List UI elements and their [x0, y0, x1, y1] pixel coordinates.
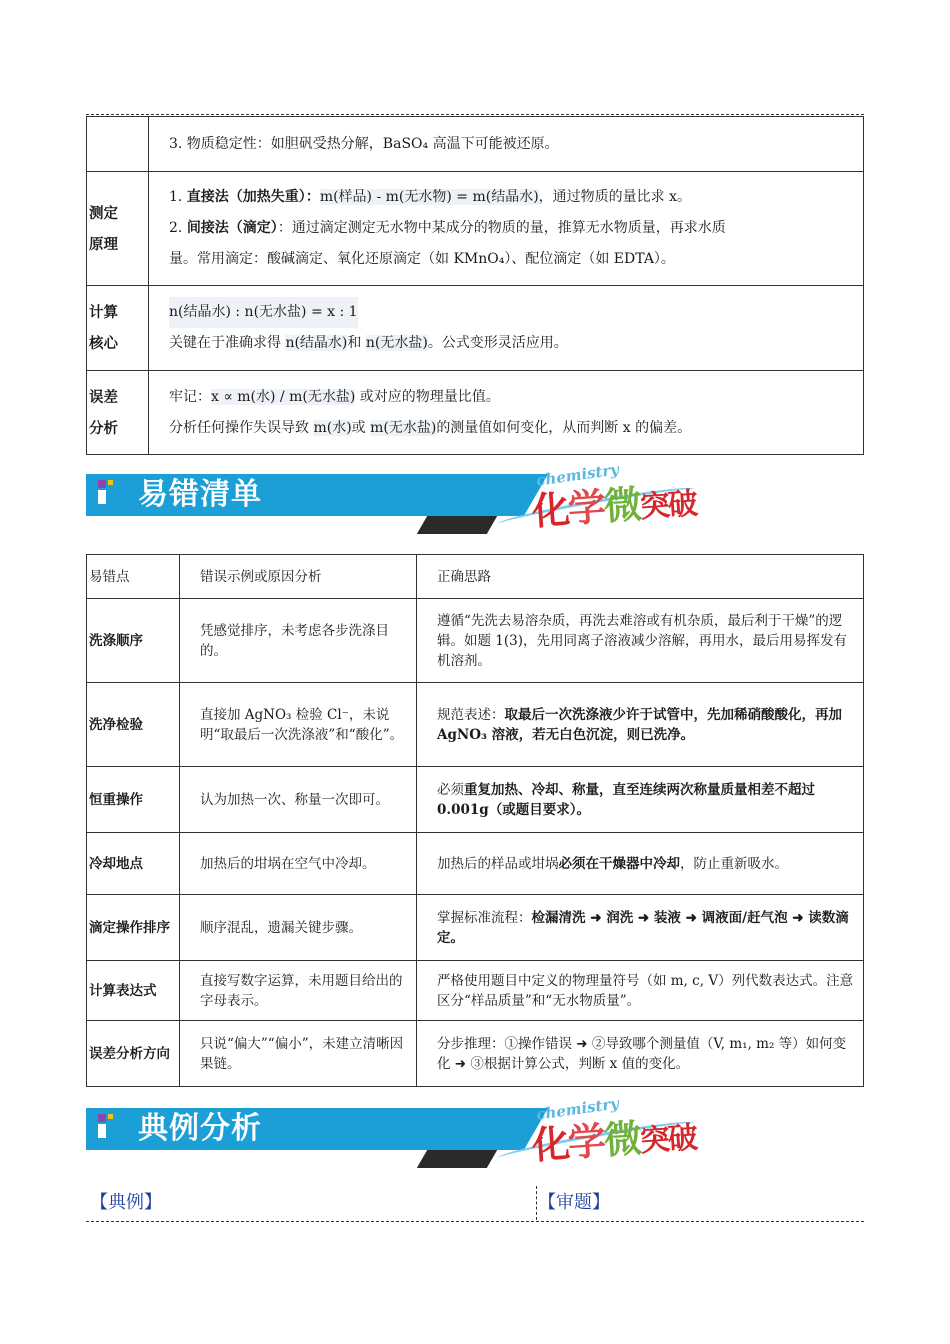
table-row — [87, 371, 864, 455]
row-content — [149, 117, 864, 172]
error-point: 冷却地点 — [87, 833, 180, 895]
row-label — [87, 371, 149, 455]
row-label — [87, 286, 149, 371]
row-content — [149, 371, 864, 455]
text: 和 — [347, 335, 366, 351]
bold-term: 间接法（滴定） — [186, 220, 278, 236]
correct-approach — [417, 599, 864, 683]
text-line — [169, 213, 863, 244]
logo-char: 突破 — [638, 1120, 698, 1160]
error-table — [86, 554, 864, 1087]
text-line — [169, 382, 863, 413]
label-line: 计算 — [89, 304, 118, 321]
brand-logo — [531, 1112, 698, 1171]
decor-square-icon — [98, 490, 106, 504]
bold-text: 必须在干燥器中冷却 — [558, 855, 680, 872]
error-point: 计算表达式 — [87, 961, 180, 1021]
item-number: 1. — [169, 189, 187, 205]
section-banner-error-list — [86, 460, 766, 534]
bottom-dashed-rule — [86, 1221, 864, 1222]
row-label — [87, 172, 149, 286]
text-line: 量。常用滴定：酸碱滴定、氧化还原滴定（如 KMnO₄）、配位滴定（如 EDTA）。 — [169, 251, 675, 267]
bold-text: 重复加热、冷却、称量，直至连续两次称量质量相差不超过 0.001g（或题目要求）。 — [437, 781, 815, 818]
formula-highlight: n(无水盐) — [365, 335, 428, 351]
row-content — [149, 172, 864, 286]
row-label-empty — [87, 117, 149, 172]
text: 的测量值如何变化，从而判断 x 的偏差。 — [436, 419, 692, 436]
correct-approach — [417, 961, 864, 1021]
formula-highlight: x ∝ m(水) / m(无水盐) — [211, 388, 356, 405]
table-row — [87, 895, 864, 961]
wrong-example: 凭感觉排序，未考虑各步洗涤目的。 — [180, 599, 417, 683]
table-row — [87, 117, 864, 172]
wrong-example: 只说“偏大”“偏小”，未建立清晰因果链。 — [180, 1021, 417, 1087]
chemistry-logo-text: chemistry — [535, 1094, 621, 1124]
logo-char: 化 — [530, 1121, 570, 1168]
formula-highlight: m(无水盐) — [370, 419, 437, 436]
text: 或 — [351, 419, 371, 436]
formula-highlight: n(结晶水) — [285, 335, 348, 351]
label-line: 核心 — [89, 335, 118, 352]
top-dashed-rule — [86, 114, 864, 115]
formula-highlight: m(水) — [313, 419, 352, 436]
decor-square-icon — [108, 480, 113, 485]
text: 关键在于准确求得 — [169, 335, 286, 351]
text: 分析任何操作失误导致 — [169, 419, 314, 436]
formula-highlight: n(结晶水) : n(无水盐) = x : 1 — [169, 297, 358, 328]
label-line: 原理 — [89, 235, 118, 253]
banner-shadow — [417, 1150, 497, 1168]
stability-text: 3. 物质稳定性：如胆矾受热分解，BaSO₄ 高温下可能被还原。 — [169, 135, 559, 152]
formula-highlight: m(样品) - m(无水物) = m(结晶水) — [319, 189, 539, 205]
wrong-example: 认为加热一次、称量一次即可。 — [180, 767, 417, 833]
table-header-row — [87, 555, 864, 599]
example-label: 【典例】 — [90, 1192, 162, 1213]
section-title: 典例分析 — [138, 1111, 262, 1146]
decor-square-icon — [98, 1114, 106, 1122]
table-row — [87, 833, 864, 895]
table-row — [87, 286, 864, 371]
correct-approach — [417, 1021, 864, 1087]
correct-approach — [417, 683, 864, 767]
logo-char: 微 — [602, 1116, 642, 1163]
column-header: 易错点 — [87, 555, 180, 599]
table-row — [87, 961, 864, 1021]
error-point: 洗净检验 — [87, 683, 180, 767]
correct-approach — [417, 895, 864, 961]
logo-char: 学 — [566, 484, 606, 532]
banner-shadow — [417, 516, 497, 534]
chemistry-logo-text: chemistry — [535, 460, 621, 490]
text: 必须 — [437, 781, 464, 798]
section-title: 易错清单 — [138, 477, 262, 512]
text: 分步推理：①操作错误 ➜ ②导致哪个测量值（V, m₁, m₂ 等）如何变化 ➜ ③根据计算公式，判断 x 值的变化。 — [437, 1035, 847, 1072]
table-row — [87, 599, 864, 683]
text: 掌握标准流程： — [437, 909, 532, 926]
text: 或对应的物理量比值。 — [355, 388, 500, 405]
logo-char: 突破 — [638, 486, 698, 526]
text: 。公式变形灵活应用。 — [427, 335, 568, 351]
label-line: 误差 — [89, 388, 118, 406]
brand-logo — [531, 478, 698, 537]
text-line — [169, 413, 863, 444]
decor-square-icon — [108, 1114, 113, 1119]
error-point: 误差分析方向 — [87, 1021, 180, 1087]
item-number: 2. — [169, 220, 187, 236]
text: 加热后的样品或坩埚 — [437, 855, 559, 872]
colon: ： — [305, 189, 320, 205]
bold-term: 直接法（加热失重） — [186, 189, 306, 205]
column-divider — [536, 1186, 537, 1220]
text: ：通过滴定测定无水物中某成分的物质的量，推算无水物质量，再求水质 — [277, 220, 726, 236]
bold-text: 检漏清洗 ➜ 润洗 ➜ 装液 ➜ 调液面/赶气泡 ➜ 读数滴定。 — [437, 909, 849, 946]
text-line — [169, 182, 863, 213]
section-banner-example-analysis — [86, 1094, 766, 1168]
logo-char: 微 — [602, 482, 642, 529]
text: ，防止重新吸水。 — [680, 855, 788, 872]
table-row — [87, 767, 864, 833]
logo-char: 学 — [566, 1118, 606, 1166]
bold-text: 取最后一次洗涤液少许于试管中，先加稀硝酸酸化，再加 AgNO₃ 溶液，若无白色沉淀，则已洗净。 — [437, 706, 842, 743]
column-header: 错误示例或原因分析 — [180, 555, 417, 599]
row-content — [149, 286, 864, 371]
table-row — [87, 683, 864, 767]
column-header: 正确思路 — [417, 555, 864, 599]
table-row — [87, 1021, 864, 1087]
example-header — [86, 1186, 864, 1222]
text: 规范表述： — [437, 706, 505, 723]
error-point: 滴定操作排序 — [87, 895, 180, 961]
wrong-example: 加热后的坩埚在空气中冷却。 — [180, 833, 417, 895]
error-point: 恒重操作 — [87, 767, 180, 833]
decor-square-icon — [98, 1124, 106, 1138]
correct-approach — [417, 767, 864, 833]
logo-char: 化 — [530, 487, 570, 534]
wrong-example: 直接加 AgNO₃ 检验 Cl⁻，未说明“取最后一次洗涤液”和“酸化”。 — [180, 683, 417, 767]
text: 遵循“先洗去易溶杂质，再洗去难溶或有机杂质，最后利于干燥”的逻辑。如题 1(3)，先用同离子溶液减少溶解，再用水，最后用易挥发有机溶剂。 — [437, 612, 848, 669]
label-line: 分析 — [89, 419, 118, 437]
label-line: 测定 — [89, 204, 118, 222]
summary-table — [86, 116, 864, 455]
text: ，通过物质的量比求 x。 — [538, 189, 692, 205]
error-point: 洗涤顺序 — [87, 599, 180, 683]
decor-square-icon — [98, 480, 106, 488]
correct-approach — [417, 833, 864, 895]
wrong-example: 直接写数字运算，未用题目给出的字母表示。 — [180, 961, 417, 1021]
text: 严格使用题目中定义的物理量符号（如 m, c, V）列代数表达式。注意区分“样品质量”和“无水物质量”。 — [437, 972, 854, 1009]
table-row — [87, 172, 864, 286]
review-label: 【审题】 — [538, 1192, 610, 1213]
text-line — [169, 328, 863, 359]
text: 牢记： — [169, 388, 211, 405]
wrong-example: 顺序混乱，遗漏关键步骤。 — [180, 895, 417, 961]
